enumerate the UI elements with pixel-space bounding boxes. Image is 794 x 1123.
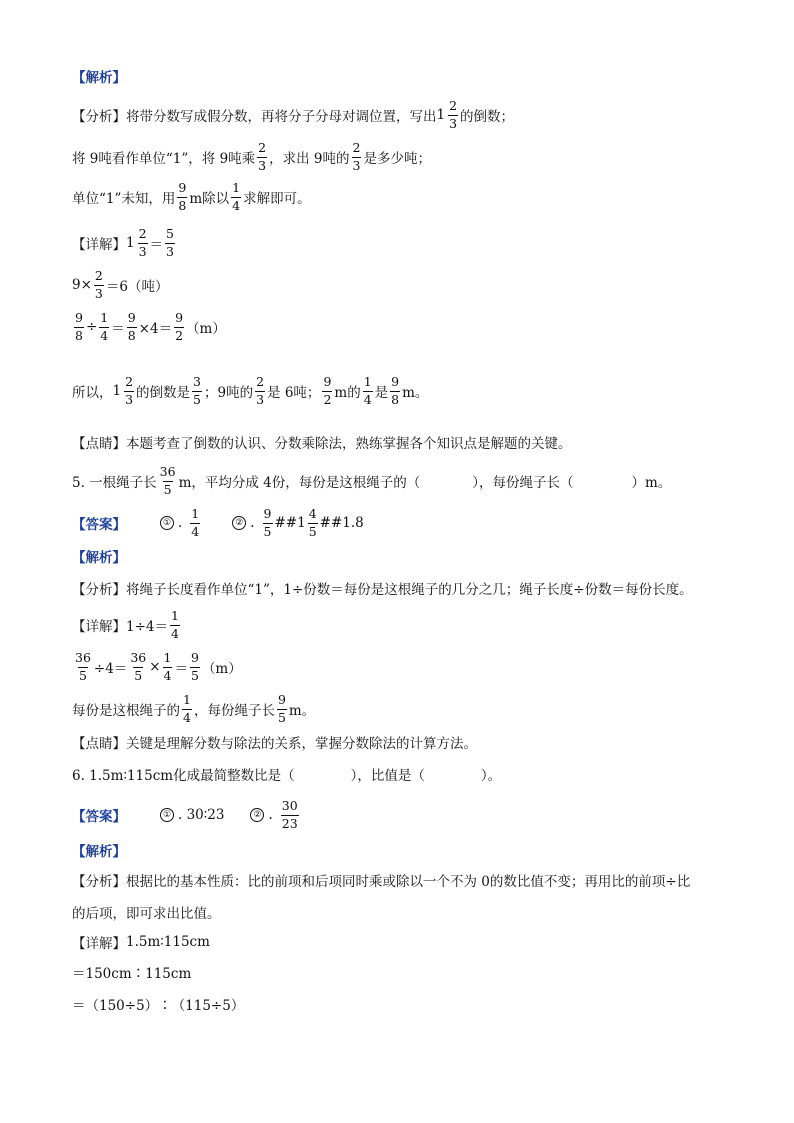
text: 将绳子长度看作单位“1”，1÷份数＝每份是这根绳子的几分之几；绳子长度÷份数＝每份长度。 <box>126 582 693 598</box>
q4-xiangjie-line1 <box>72 228 177 258</box>
tag-fenxi: 【分析】 <box>72 582 126 598</box>
text: m。 <box>288 703 316 719</box>
q4-fenxi-line2 <box>72 142 431 172</box>
text: ，每份绳子长 <box>193 703 275 719</box>
q6-stem <box>72 764 501 784</box>
q6-fenxi-line2 <box>72 902 221 922</box>
fraction: $\frac{2}{3}$ <box>94 268 103 301</box>
text: ＝6（吨） <box>105 279 169 295</box>
fraction: $\frac{9}{5}$ <box>190 650 199 683</box>
section-jiexi <box>72 66 126 86</box>
tag-jiexi: 【解析】 <box>72 70 126 86</box>
text: （m） <box>186 321 226 337</box>
text: 是 6吨； <box>267 385 321 401</box>
text: 5. 一根绳子长 <box>72 475 157 491</box>
text: 是多少吨； <box>363 151 431 167</box>
fraction: $\frac{36}{5}$ <box>130 650 147 683</box>
q6-xiangjie-line1 <box>72 932 210 952</box>
text: ÷ <box>85 319 98 335</box>
text: ），每份绳子长（ <box>472 475 574 491</box>
fraction: $\frac{36}{5}$ <box>159 464 176 497</box>
whole: 1 <box>436 107 446 123</box>
text: ＝（150÷5）∶（115÷5） <box>72 998 245 1014</box>
fraction: $\frac{1}{4}$ <box>100 310 109 343</box>
fraction: $\frac{1}{4}$ <box>163 650 172 683</box>
fraction: $\frac{2}{3}$ <box>258 140 267 173</box>
fraction: $\frac{9}{8}$ <box>75 310 83 343</box>
q5-xiangjie-line2 <box>72 652 242 682</box>
text: 关键是理解分数与除法的关系，掌握分数除法的计算方法。 <box>126 736 477 752</box>
text: ；9吨的 <box>204 385 254 401</box>
text: 单位“1”未知，用 <box>72 191 176 207</box>
fraction: $\frac{1}{4}$ <box>232 180 241 213</box>
fraction: $\frac{9}{8}$ <box>178 180 187 213</box>
text: ##1.8 <box>319 515 364 531</box>
tag-answer: 【答案】 <box>72 809 126 825</box>
text: 每份是这根绳子的 <box>72 703 180 719</box>
text: 1÷4＝ <box>126 619 168 635</box>
text: . <box>250 515 255 531</box>
text: m。 <box>402 385 429 401</box>
fraction: $\frac{1}{4}$ <box>191 506 200 539</box>
tag-fenxi: 【分析】 <box>72 109 126 125</box>
q4-xiangjie-line2 <box>72 270 168 300</box>
q6-fenxi-line1 <box>72 870 690 890</box>
tag-jiexi: 【解析】 <box>72 844 126 860</box>
q6-answer <box>72 800 301 830</box>
fraction: $\frac{9}{5}$ <box>263 506 272 539</box>
q4-xiangjie-line3 <box>72 312 226 342</box>
tag-jiexi: 【解析】 <box>72 550 126 566</box>
fraction: $\frac{1}{4}$ <box>171 608 179 641</box>
circled-number-icon: ② <box>250 808 264 822</box>
q5-summary <box>72 694 315 724</box>
tag-answer: 【答案】 <box>72 517 126 533</box>
text: ），比值是（ <box>350 768 425 784</box>
text: 所以， <box>72 385 113 401</box>
q6-jiexi <box>72 840 126 860</box>
tag-dianjing: 【点睛】 <box>72 436 126 452</box>
text: ##1 <box>274 515 306 531</box>
text: × <box>149 659 161 675</box>
tag-dianjing: 【点睛】 <box>72 736 126 752</box>
tag-xiangjie: 【详解】 <box>72 237 126 253</box>
fraction: $\frac{2}{3}$ <box>352 140 361 173</box>
fraction: $\frac{30}{23}$ <box>281 798 298 831</box>
text: 将 9吨看作单位“1”，将 9吨乘 <box>72 151 256 167</box>
text: ）。 <box>480 768 502 784</box>
q5-xiangjie-line1 <box>72 610 182 640</box>
text: ＝150cm∶115cm <box>72 966 192 982</box>
fraction: $\frac{3}{5}$ <box>193 374 201 407</box>
text: 9× <box>72 277 92 293</box>
q6-xiangjie-line2 <box>72 962 191 982</box>
fraction: $\frac{1}{4}$ <box>363 374 372 407</box>
q4-dianjing <box>72 432 572 452</box>
text: . 30∶23 <box>178 807 225 823</box>
mixed-number: 1 $\frac{2}{3}$ <box>112 374 134 407</box>
text: m除以 <box>189 191 230 207</box>
fraction: $\frac{36}{5}$ <box>75 650 91 683</box>
fraction: $\frac{4}{5}$ <box>308 506 317 539</box>
text: 将带分数写成假分数，再将分子分母对调位置，写出 <box>126 109 437 125</box>
q5-stem <box>72 466 671 496</box>
fraction: $\frac{9}{8}$ <box>127 310 136 343</box>
tag-xiangjie: 【详解】 <box>72 619 126 635</box>
text: 的倒数； <box>460 109 515 125</box>
fraction: $\frac{9}{2}$ <box>323 374 332 407</box>
text: . <box>268 807 273 823</box>
text: （m） <box>201 661 242 677</box>
mixed-number: 1 $\frac{2}{3}$ <box>126 226 147 259</box>
text: . <box>178 515 183 531</box>
text: m的 <box>334 385 361 401</box>
fraction: $\frac{2}{3}$ <box>449 98 458 131</box>
fraction: $\frac{2}{3}$ <box>256 374 265 407</box>
text: ÷4＝ <box>93 661 128 677</box>
text: ）m。 <box>631 475 672 491</box>
text: 是 <box>374 385 389 401</box>
q5-answer <box>72 508 364 538</box>
tag-xiangjie: 【详解】 <box>72 936 126 952</box>
fraction: $\frac{9}{5}$ <box>277 692 286 725</box>
fraction: $\frac{9}{8}$ <box>391 374 400 407</box>
circled-number-icon: ① <box>160 808 174 822</box>
text: 6. 1.5m∶115cm化成最简整数比是（ <box>72 768 295 784</box>
fraction: $\frac{1}{4}$ <box>183 692 191 725</box>
q4-fenxi-line3 <box>72 182 311 212</box>
fraction: $\frac{9}{2}$ <box>175 310 184 343</box>
text: m，平均分成 4份，每份是这根绳子的（ <box>178 475 421 491</box>
text: 的倒数是 <box>136 385 191 401</box>
circled-number-icon: ① <box>160 516 174 530</box>
text: ×4＝ <box>138 321 173 337</box>
q5-jiexi <box>72 546 126 566</box>
text: 求解即可。 <box>243 191 311 207</box>
fraction: $\frac{5}{3}$ <box>166 226 174 259</box>
text: 的后项，即可求出比值。 <box>72 906 221 922</box>
text: ，求出 9吨的 <box>269 151 350 167</box>
text: 根据比的基本性质：比的前项和后项同时乘或除以一个不为 0的数比值不变；再用比的前项÷比 <box>126 874 691 890</box>
q5-dianjing <box>72 732 477 752</box>
text: ＝ <box>149 237 164 253</box>
q4-summary <box>72 376 428 406</box>
text: ＝ <box>174 661 188 677</box>
circled-number-icon: ② <box>232 516 246 530</box>
text: 1.5m∶115cm <box>126 934 210 950</box>
q6-xiangjie-line3 <box>72 994 244 1014</box>
q5-fenxi <box>72 578 693 598</box>
mixed-number <box>437 100 461 130</box>
tag-fenxi: 【分析】 <box>72 874 126 890</box>
text: 本题考查了倒数的认识、分数乘除法，熟练掌握各个知识点是解题的关键。 <box>126 436 572 452</box>
text: ＝ <box>111 321 125 337</box>
q4-fenxi-line1 <box>72 100 514 130</box>
